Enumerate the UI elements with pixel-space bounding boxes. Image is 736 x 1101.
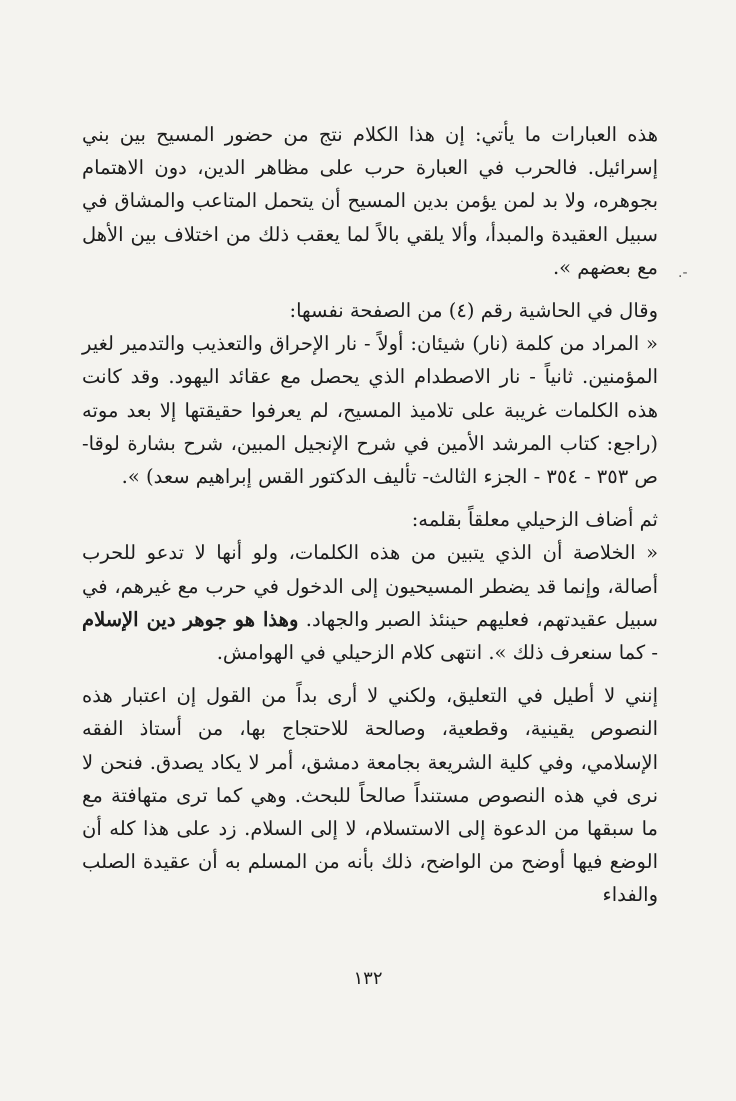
margin-mark: -.: [678, 265, 688, 281]
page-number: ١٣٢: [353, 968, 383, 989]
paragraph-4: ثم أضاف الزحيلي معلقاً بقلمه:: [411, 508, 658, 532]
page-body: [82, 118, 658, 912]
paragraph-1: هذه العبارات ما يأتي: إن هذا الكلام نتج من حضور المسيح بين بني إسرائيل. فالحرب في العبارة حرب على مظاهر الدين، دون الاهتمام بجوهره، ولا بد لمن يؤمن بدين المسيح أن يتحمل المتاعب والمشاق في سبيل العقيدة والمبدأ، وألا يلقي بالاً لما يعقب ذلك من اختلاف بين الأهل مع بعضهم ».: [82, 123, 658, 279]
paragraph-2: وقال في الحاشية رقم (٤) من الصفحة نفسها:: [289, 299, 658, 323]
paragraph-6: إنني لا أطيل في التعليق، ولكني لا أرى بداً من القول إن اعتبار هذه النصوص يقينية، وقطعية، وصالحة للاحتجاج بها، من أستاذ الفقه الإسلامي، وفي كلية الشريعة بجامعة دمشق، أمر لا يكاد يصدق. فنحن لا نرى في هذه النصوص مستنداً صالحاً للبحث. وهي كما ترى متهافتة مع ما سبقها من الدعوة إلى الاستسلام، لا إلى السلام. زد على هذا كله أن الوضع فيها أوضح من الواضح، ذلك بأنه من المسلم به أن عقيدة الصلب والفداء: [82, 684, 658, 907]
paragraph-3-quote: « المراد من كلمة (نار) شيئان: أولاً - نار الإحراق والتعذيب والتدمير لغير المؤمنين. ثانياً - نار الاصطدام الذي يحصل مع عقائد اليهود. وقد كانت هذه الكلمات غريبة على تلاميذ المسيح، لم يعرفوا حقيقتها إلا بعد موته (راجع: كتاب المرشد الأمين في شرح الإنجيل المبين، شرح بشارة لوقا- ص ٣٥٣ - ٣٥٤ - الجزء الثالث- تأليف الدكتور القس إبراهيم سعد) ».: [82, 332, 658, 489]
paragraph-5-bold: وهذا هو جوهر دين الإسلام: [82, 607, 299, 631]
paragraph-5-part-c: - كما سنعرف ذلك ». انتهى كلام الزحيلي في الهوامش.: [216, 641, 658, 665]
paragraph-5-part-a: « الخلاصة أن الذي يتبين من هذه الكلمات، ولو أنها لا تدعو للحرب أصالة، وإنما قد يضطر المسيحيون إلى الدخول في حرب مع غيرهم، في سبيل عقيدتهم، فعليهم حينئذ الصبر والجهاد.: [82, 541, 658, 631]
paragraph-5-quote: [82, 536, 658, 669]
